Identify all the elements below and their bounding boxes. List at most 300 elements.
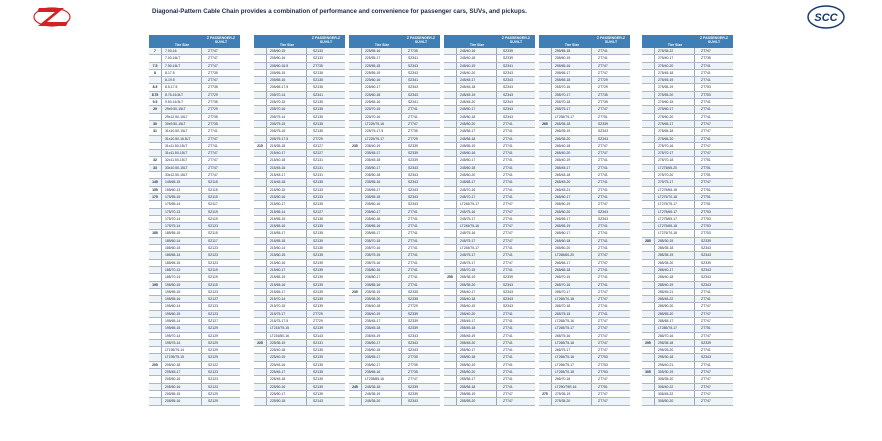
section-width (149, 340, 162, 346)
section-width (254, 362, 267, 368)
tire-size: 245/45-17 (457, 77, 497, 83)
table-row (349, 260, 440, 267)
tire-size: 235/80-16 (362, 267, 402, 273)
section-width: 32 (149, 157, 162, 163)
section-width (349, 238, 362, 244)
table-row (642, 209, 733, 216)
table-row (349, 106, 440, 113)
chain-model: ZT741 (503, 311, 513, 316)
section-width (642, 384, 655, 390)
table-row (444, 303, 535, 310)
chain-model: SZ129 (208, 333, 218, 338)
chain-model: SZ115 (208, 282, 218, 287)
chain-model: ZT747 (598, 253, 608, 258)
tire-size: 195/60-14 (162, 303, 202, 309)
tire-size: 235/40-18 (362, 303, 402, 309)
section-width (349, 311, 362, 317)
table-row (444, 376, 535, 383)
table-row (349, 216, 440, 223)
tire-size: 245/50-18 (457, 114, 497, 120)
section-width (444, 48, 457, 54)
chain-model: SZ341 (503, 63, 513, 68)
section-width (539, 179, 552, 185)
section-width (149, 216, 162, 222)
tire-size: 265/55-19 (552, 223, 592, 229)
chain-model: ZT741 (503, 340, 513, 345)
tire-size: 8-19.5 (162, 77, 202, 83)
table-row (642, 325, 733, 332)
tire-size: 255/65-16 (552, 63, 592, 69)
chain-model: ZT747 (701, 399, 711, 404)
table-row (444, 92, 535, 99)
tire-size: 305/40-22 (655, 384, 695, 390)
tire-size: 255/45-17 (457, 318, 497, 324)
table-row (642, 92, 733, 99)
chain-model: SZ343 (701, 282, 711, 287)
table-row (444, 121, 535, 128)
tire-size: LT215/80-16 (267, 333, 307, 339)
chain-model: ZT751 (701, 326, 711, 331)
chain-model: SZ135 (313, 231, 323, 236)
tire-size: 155/60-13 (162, 187, 202, 193)
table-row (349, 245, 440, 252)
section-width (444, 245, 457, 251)
tire-size: LT265/70-18 (552, 296, 592, 302)
section-width (349, 92, 362, 98)
chain-model: SZ127 (208, 297, 218, 302)
column-header (149, 35, 240, 48)
table-row (149, 296, 240, 303)
chain-model: ZT753 (598, 370, 608, 375)
table-row (349, 121, 440, 128)
section-width (149, 333, 162, 339)
section-width (539, 376, 552, 382)
section-width (349, 55, 362, 61)
tire-size: 265/55-17 (552, 216, 592, 222)
chain-model: ZT741 (598, 187, 608, 192)
section-width (539, 252, 552, 258)
table-row (349, 398, 440, 405)
tire-size: 215/55-15 (267, 216, 307, 222)
section-width (642, 194, 655, 200)
size-column-3 (349, 35, 440, 406)
chain-model: SZ343 (408, 173, 418, 178)
chain-model: ZT741 (598, 49, 608, 53)
chain-model: SZ343 (701, 275, 711, 280)
section-width (642, 223, 655, 229)
table-row (349, 114, 440, 121)
table-row (642, 369, 733, 376)
table-row (149, 376, 240, 383)
section-width (444, 238, 457, 244)
section-width (444, 121, 457, 127)
section-width (254, 238, 267, 244)
section-width (642, 99, 655, 105)
section-width (444, 333, 457, 339)
chain-model: ZT753 (701, 209, 711, 214)
chain-model: SZ343 (408, 187, 418, 192)
chain-model: ZT751 (701, 202, 711, 207)
chain-model: SZ135 (313, 100, 323, 105)
chain-model: ZT741 (503, 129, 513, 134)
chain-model: SZ343 (408, 333, 418, 338)
table-row (539, 296, 630, 303)
table-row (349, 333, 440, 340)
section-width (254, 260, 267, 266)
section-width (539, 99, 552, 105)
table-row (642, 165, 733, 172)
section-width (444, 216, 457, 222)
scc-brand-logo (806, 4, 846, 30)
chain-model: ZT741 (503, 370, 513, 375)
table-row (642, 260, 733, 267)
section-width (539, 84, 552, 90)
chain-model: ZT747 (598, 143, 608, 148)
table-row (642, 354, 733, 361)
table-row (149, 77, 240, 84)
chain-model: SZ129 (208, 340, 218, 345)
chain-model: SZ335 (408, 289, 418, 294)
tire-size: 245/60-20 (457, 172, 497, 178)
section-width (349, 230, 362, 236)
tire-size: 245/45-20 (457, 99, 497, 105)
chain-model: ZT747 (503, 238, 513, 243)
table-row (539, 63, 630, 70)
table-row (444, 252, 535, 259)
section-width (349, 333, 362, 339)
section-width (254, 391, 267, 397)
section-width (254, 318, 267, 324)
chain-model: SZ127 (208, 318, 218, 323)
chain-model: SZ135 (313, 362, 323, 367)
table-row (444, 63, 535, 70)
table-row (349, 128, 440, 135)
table-row (539, 354, 630, 361)
chain-model: SZ339 (408, 384, 418, 389)
tire-size-header: Tire Size (469, 43, 485, 47)
tire-size: 245/75-17 (457, 216, 497, 222)
chain-model: ZT753 (701, 224, 711, 229)
section-width (149, 223, 162, 229)
chain-model: ZT741 (408, 238, 418, 243)
section-width (149, 384, 162, 390)
tire-size: LT245/75-16 (457, 223, 497, 229)
chain-model: ZT747 (701, 121, 711, 126)
chain-model: ZT747 (701, 143, 711, 148)
tire-size: 255/50-18 (457, 354, 497, 360)
chain-model-header: Z PASSENGER-Z SUV/LT (206, 36, 236, 45)
chain-model: SZ135 (313, 348, 323, 353)
section-width (254, 267, 267, 273)
chain-model: SZ129 (208, 399, 218, 404)
section-width (349, 296, 362, 302)
section-width (349, 223, 362, 229)
tire-size: 195/50-15 (162, 282, 202, 288)
table-row (444, 77, 535, 84)
section-width (642, 209, 655, 215)
tire-size: LT275/65-18 (655, 187, 695, 193)
tire-size: 205/70-15 (267, 99, 307, 105)
table-row (539, 201, 630, 208)
tire-size: 245/75-17 (457, 260, 497, 266)
chain-model: ZT741 (701, 297, 711, 302)
section-width (539, 194, 552, 200)
tire-size: 255/70-16 (552, 84, 592, 90)
chain-model: SZ343 (701, 253, 711, 258)
chain-model-header: Z PASSENGER-Z SUV/LT (699, 36, 729, 45)
table-row (349, 223, 440, 230)
table-row (149, 245, 240, 252)
section-width (642, 70, 655, 76)
chain-model: ZT741 (598, 173, 608, 178)
chain-model: SZ135 (313, 180, 323, 185)
chain-model: SZ343 (408, 85, 418, 90)
chain-model: SZ139 (313, 377, 323, 382)
section-width: 7 (149, 48, 162, 54)
table-row (444, 238, 535, 245)
table-row (539, 289, 630, 296)
tire-size: 245/75-17 (457, 252, 497, 258)
tire-size: 265/40-20 (552, 150, 592, 156)
chain-model: ZT735 (408, 355, 418, 360)
chain-model: ZT741 (503, 333, 513, 338)
section-width (349, 136, 362, 142)
column-header (539, 35, 630, 48)
section-width (642, 201, 655, 207)
chain-model: SZ339 (503, 56, 513, 61)
section-width (642, 252, 655, 258)
chain-model: SZ119 (208, 209, 218, 214)
tire-size: LT265/75-17 (552, 362, 592, 368)
tire-size: 265/40-18 (552, 143, 592, 149)
chain-model: SZ123 (208, 384, 218, 389)
table-row (642, 318, 733, 325)
section-width (254, 179, 267, 185)
table-row (642, 201, 733, 208)
section-width (539, 209, 552, 215)
chain-model: ZT741 (503, 121, 513, 126)
section-width (149, 311, 162, 317)
chain-model: ZT753 (598, 362, 608, 367)
table-row (349, 325, 440, 332)
chain-model: SZ339 (408, 318, 418, 323)
tire-size: 275/35-22 (655, 48, 695, 54)
chain-model: ZT741 (503, 158, 513, 163)
section-width (444, 165, 457, 171)
chain-model: ZT751 (598, 114, 608, 119)
section-width (349, 106, 362, 112)
section-width (254, 325, 267, 331)
table-row (642, 230, 733, 237)
section-width: 8 (149, 70, 162, 76)
chain-model: ZT747 (208, 49, 218, 53)
chain-model: ZT747 (598, 340, 608, 345)
tire-size: 245/60-17 (457, 157, 497, 163)
tire-size: 255/45-19 (457, 333, 497, 339)
tire-size: 215/60-17 (267, 267, 307, 273)
tire-size: 225/40-18 (267, 347, 307, 353)
section-width (642, 354, 655, 360)
tire-size: 265/45-18 (552, 172, 592, 178)
tire-size: 285/35-20 (655, 260, 695, 266)
tire-size: 255/70-15 (457, 267, 497, 273)
tire-size: LT265/75-16 (552, 354, 592, 360)
chain-model: SZ339 (408, 151, 418, 156)
section-width (642, 267, 655, 273)
section-width (254, 354, 267, 360)
table-row (444, 289, 535, 296)
tire-size: 255/55-18 (552, 48, 592, 54)
table-row (444, 318, 535, 325)
table-row (254, 172, 345, 179)
section-width (149, 369, 162, 375)
table-row (444, 150, 535, 157)
table-row (444, 274, 535, 281)
section-width (642, 121, 655, 127)
chain-model: SZ135 (313, 121, 323, 126)
chain-model: SZ127 (313, 143, 323, 148)
table-row (642, 143, 733, 150)
table-row (254, 230, 345, 237)
tire-size: 235/70-16 (362, 245, 402, 251)
section-width (444, 92, 457, 98)
tire-size: 145/65-15 (162, 179, 202, 185)
section-width (539, 143, 552, 149)
table-row (539, 114, 630, 121)
tire-size: 265/75-15 (552, 311, 592, 317)
section-width (539, 245, 552, 251)
section-width: 7.5 (149, 63, 162, 69)
table-row (539, 274, 630, 281)
tire-size: 255/40-19 (457, 303, 497, 309)
table-row (254, 70, 345, 77)
width-header (149, 35, 162, 48)
table-row (444, 282, 535, 289)
tire-size: 225/55-17 (362, 55, 402, 61)
chain-model: ZT741 (503, 348, 513, 353)
tire-size: 195/55-16 (162, 296, 202, 302)
tire-size: LT275/65-17 (655, 216, 695, 222)
chain-model: SZ123 (208, 304, 218, 309)
chain-model: ZT741 (408, 282, 418, 287)
chain-model: SZ339 (503, 275, 513, 280)
table-row (349, 48, 440, 55)
chain-model: ZT747 (598, 333, 608, 338)
table-row (349, 252, 440, 259)
table-row (642, 99, 733, 106)
chain-model: ZT741 (598, 231, 608, 236)
tire-size: LT285/75-17 (655, 325, 695, 331)
table-row (349, 165, 440, 172)
section-width (254, 216, 267, 222)
tire-size: 215/60-14 (267, 245, 307, 251)
chain-model: SZ129 (208, 355, 218, 360)
tire-size: 225/55-18 (362, 63, 402, 69)
tire-size: 205/60-15 (267, 48, 307, 54)
table-row (444, 114, 535, 121)
tire-size: 235/85-16 (362, 282, 402, 288)
section-width (642, 77, 655, 83)
section-width (642, 63, 655, 69)
tire-size: LT275/65-17 (655, 209, 695, 215)
section-width: 255 (444, 274, 457, 280)
tire-size: 215/65-15 (267, 274, 307, 280)
width-header (642, 35, 655, 48)
tire-size: 205/70-16 (267, 106, 307, 112)
tire-size: 215/75-17.5 (267, 318, 307, 324)
table-row (254, 209, 345, 216)
tire-size: 245/45-18 (457, 84, 497, 90)
section-width (642, 274, 655, 280)
section-width (254, 114, 267, 120)
chain-model: ZT747 (208, 56, 218, 61)
table-row (149, 347, 240, 354)
table-row (349, 143, 440, 150)
section-width (349, 63, 362, 69)
table-row (149, 121, 240, 128)
chain-model: ZT741 (503, 384, 513, 389)
section-width: 145 (149, 179, 162, 185)
chain-model: ZT741 (701, 289, 711, 294)
section-width: 8.5 (149, 84, 162, 90)
tire-size: 235/65-16 (362, 369, 402, 375)
tire-size: 235/50-17 (362, 165, 402, 171)
chain-model: SZ139 (313, 238, 323, 243)
column-header (254, 35, 345, 48)
table-row (539, 282, 630, 289)
chain-model: SZ343 (503, 304, 513, 309)
tire-size: 225/40-19 (267, 354, 307, 360)
size-column-5 (539, 35, 630, 406)
tire-size: 255/70-18 (552, 99, 592, 105)
tire-size: 9.50-16.5LT (162, 99, 202, 105)
chain-model: SZ123 (208, 311, 218, 316)
section-width: 245 (349, 384, 362, 390)
tire-size: 225/50-16 (267, 384, 307, 390)
table-row (254, 354, 345, 361)
table-row (642, 267, 733, 274)
tire-size: 215/45-16 (267, 165, 307, 171)
table-row (254, 48, 345, 55)
tire-size: 225/70-16 (362, 114, 402, 120)
tire-size: 265/50-20 (552, 209, 592, 215)
tire-size: 235/55-17 (362, 354, 402, 360)
table-row (539, 77, 630, 84)
table-row (254, 114, 345, 121)
chain-model: SZ131 (313, 173, 323, 178)
table-row (254, 289, 345, 296)
table-row (149, 128, 240, 135)
chain-model: SZ343 (503, 107, 513, 112)
chain-model: SZ127 (313, 151, 323, 156)
table-row (149, 172, 240, 179)
section-width (149, 354, 162, 360)
chain-model: SZ135 (313, 107, 323, 112)
section-width (444, 347, 457, 353)
chain-model: ZT741 (503, 187, 513, 192)
tire-size: 245/35-19 (362, 391, 402, 397)
table-row (539, 143, 630, 150)
section-width (444, 282, 457, 288)
table-row (149, 70, 240, 77)
tire-size: LT245/75-17 (457, 201, 497, 207)
table-row (642, 296, 733, 303)
section-width (642, 282, 655, 288)
chain-model: SZ343 (408, 202, 418, 207)
chain-model: ZT741 (701, 107, 711, 112)
chain-model: SZ343 (408, 70, 418, 75)
section-width (149, 245, 162, 251)
